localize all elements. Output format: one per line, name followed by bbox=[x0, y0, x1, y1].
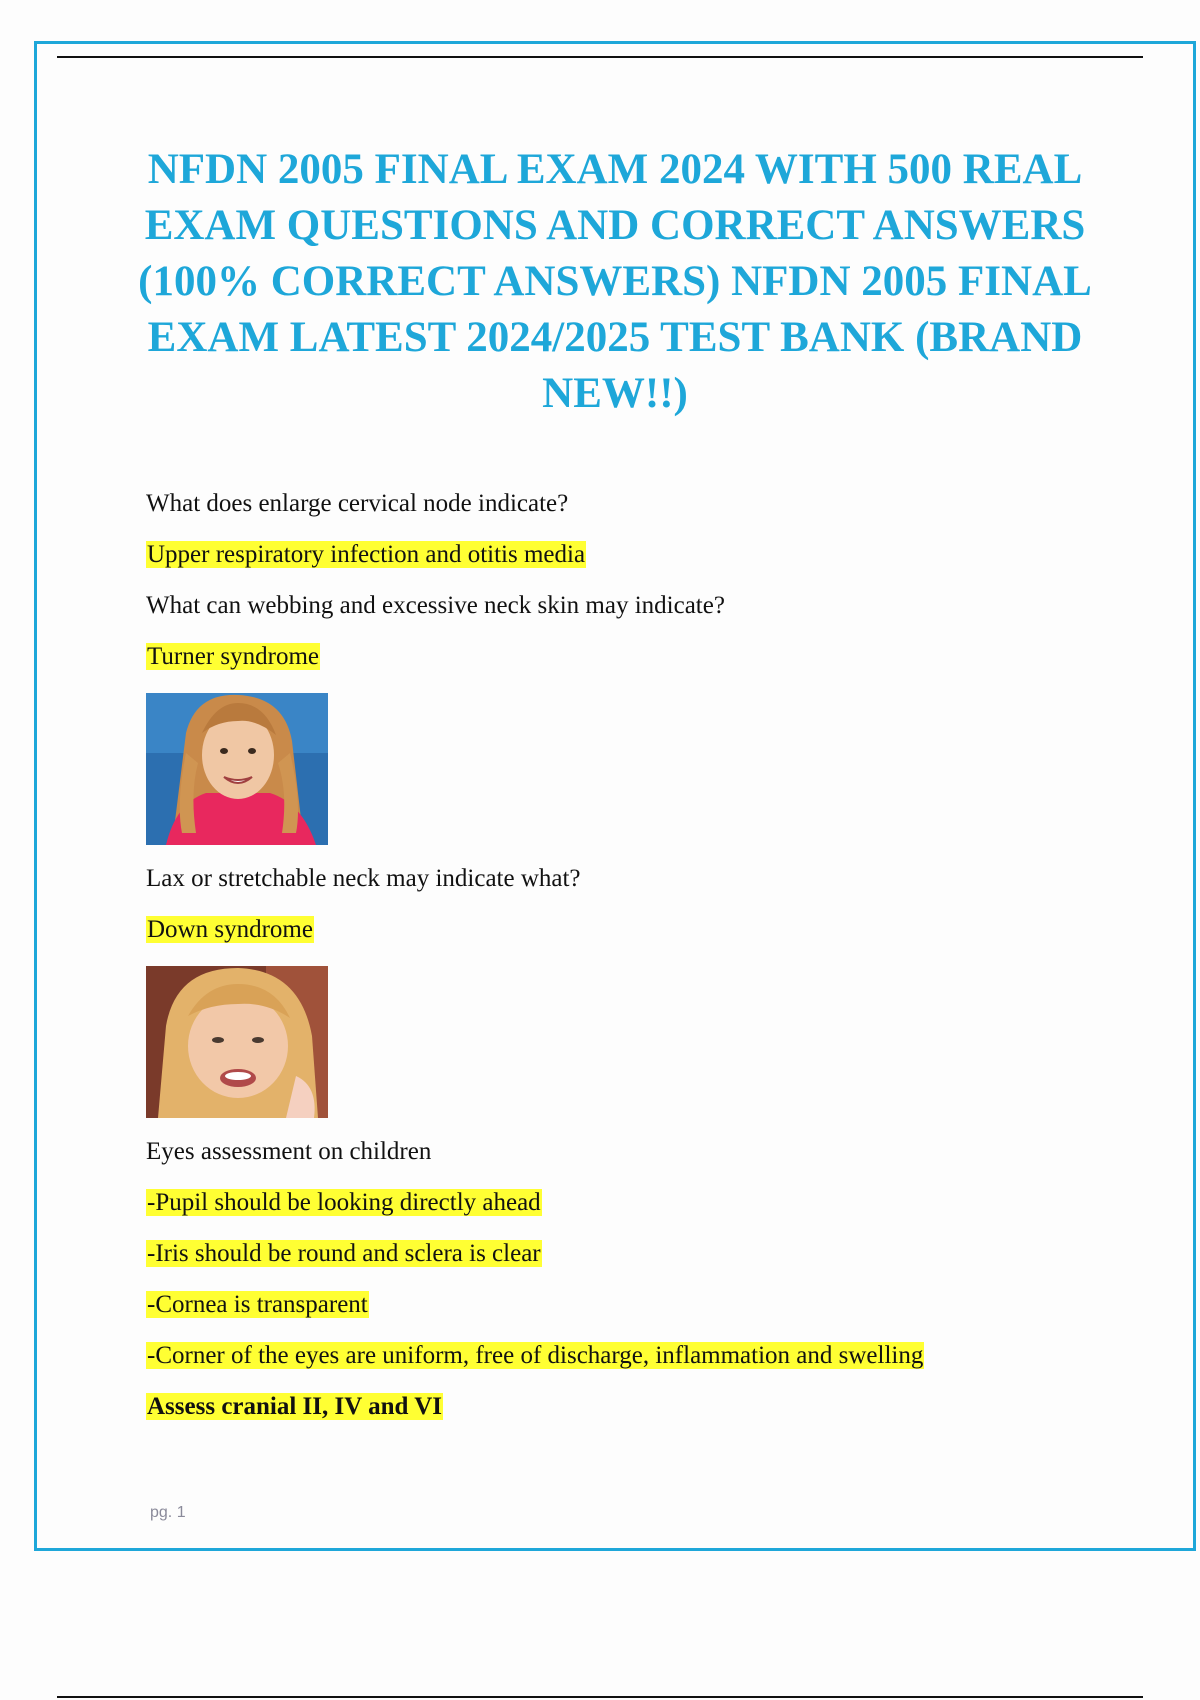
page-number: pg. 1 bbox=[150, 1504, 186, 1521]
down-syndrome-photo bbox=[146, 966, 328, 1118]
answer-line bbox=[146, 1392, 1086, 1422]
answer-line bbox=[146, 1188, 1086, 1218]
top-rule bbox=[57, 56, 1143, 58]
question-text: Eyes assessment on children bbox=[146, 1138, 432, 1165]
answer-line bbox=[146, 1341, 1086, 1371]
answer-line bbox=[146, 1290, 1086, 1320]
answer-text: -Corner of the eyes are uniform, free of discharge, inflammation and swelling bbox=[147, 1342, 924, 1369]
answer-text: Turner syndrome bbox=[147, 643, 319, 670]
turner-syndrome-photo bbox=[146, 693, 328, 845]
answer-line bbox=[146, 915, 1086, 945]
answer-text: Down syndrome bbox=[147, 916, 313, 943]
question-text: Lax or stretchable neck may indicate what? bbox=[146, 865, 581, 892]
answer-text: -Cornea is transparent bbox=[147, 1291, 368, 1318]
question-text: What does enlarge cervical node indicate? bbox=[146, 490, 569, 517]
answer-text: -Pupil should be looking directly ahead bbox=[147, 1189, 541, 1216]
answer-line bbox=[146, 540, 1086, 570]
answer-line bbox=[146, 1239, 1086, 1269]
answer-text: -Iris should be round and sclera is clear bbox=[147, 1240, 541, 1267]
bottom-rule bbox=[57, 1696, 1143, 1698]
answer-line bbox=[146, 642, 1086, 672]
document-title: NFDN 2005 FINAL EXAM 2024 WITH 500 REAL EXAM QUESTIONS AND CORRECT ANSWERS (100% CORRECT ANSWERS) NFDN 2005 FINAL EXAM LATEST 2024/2025 TEST BANK (BRAND NEW!!) bbox=[138, 146, 1092, 417]
document-body bbox=[146, 489, 1086, 1443]
answer-text: Upper respiratory infection and otitis media bbox=[147, 541, 586, 568]
question-text: What can webbing and excessive neck skin may indicate? bbox=[146, 592, 725, 619]
bold-answer-text: Assess cranial II, IV and VI bbox=[147, 1393, 442, 1420]
